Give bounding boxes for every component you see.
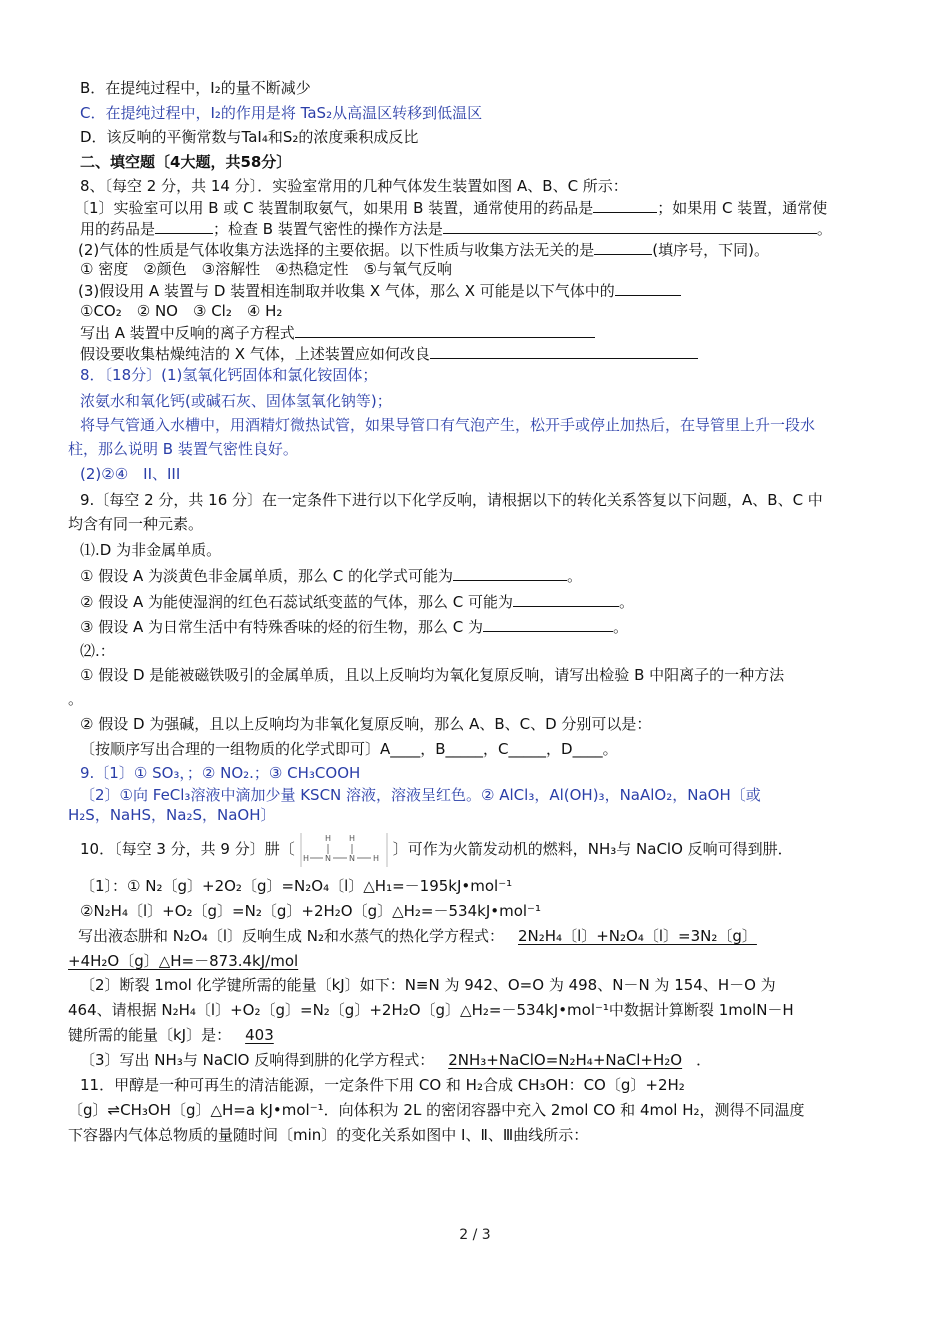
q9-part2-q1: ① 假设 D 是能被磁铁吸引的金属单质，且以上反响均为氧化复原反响，请写出检验 B 中阳离子的一种方法 bbox=[80, 666, 785, 684]
q8-part2-options: ① 密度 ②颜色 ③溶解性 ④热稳定性 ⑤与氧气反响 bbox=[80, 260, 453, 278]
answer-8-line1: 8．〔18分〕(1)氢氧化钙固体和氯化铵固体； bbox=[80, 366, 378, 384]
answer-9-line2: 〔2〕①向 FeCl₃溶液中滴加少量 KSCN 溶液，溶液呈红色。② AlCl₃，Al(OH)₃，NaAlO₂，NaOH〔或 bbox=[80, 786, 761, 804]
q9-part1: ⑴.D 为非金属单质。 bbox=[80, 541, 222, 559]
q8-stem: 8、〔每空 2 分，共 14 分〕．实验室常用的几种气体发生装置如图 A、B、C 所示： bbox=[80, 177, 628, 195]
answer-9-line1: 9.〔1〕① SO₃，；② NO₂.；③ CH₃COOH bbox=[80, 764, 361, 782]
q10-part2-answer: 键所需的能量〔kJ〕是： 403 bbox=[68, 1026, 274, 1044]
q11-stem-cont1: 〔g〕⇌CH₃OH〔g〕△H=a kJ•mol⁻¹．向体积为 2L 的密闭容器中充入 2mol CO 和 4mol H₂，测得不同温度 bbox=[68, 1101, 805, 1119]
q10-part3: 〔3〕写出 NH₃与 NaClO 反响得到肼的化学方程式： 2NH₃+NaClO=N₂H₄+NaCl+H₂O ． bbox=[80, 1051, 712, 1069]
section-heading: 二、填空题〔4大题，共58分〕 bbox=[80, 153, 292, 171]
q8-part2: (2)气体的性质是气体收集方法选择的主要依据。以下性质与收集方法无关的是 (填序号，下同)。 bbox=[78, 238, 769, 261]
q9-part2-q2: ② 假设 D 为强碱，且以上反响均为非氧化复原反响，那么 A、B、C、D 分别可以是： bbox=[80, 715, 652, 733]
q10-part1: 写出液态肼和 N₂O₄〔l〕反响生成 N₂和水蒸气的热化学方程式： 2N₂H₄〔l〕+N₂O₄〔l〕=3N₂〔g〕 bbox=[78, 927, 757, 945]
q10-part2: 〔2〕断裂 1mol 化学键所需的能量〔kJ〕如下：N≡N 为 942、O=O 为 498、N－N 为 154、H－O 为 bbox=[80, 976, 776, 994]
option-c: C．在提纯过程中，I₂的作用是将 TaS₂从高温区转移到低温区 bbox=[80, 104, 483, 122]
q8-ionic-equation: 写出 A 装置中反响的离子方程式 bbox=[80, 321, 595, 344]
atom-h1: H bbox=[324, 833, 331, 843]
atom-h3: H bbox=[302, 853, 309, 863]
page-number: 2 / 3 bbox=[459, 1227, 491, 1243]
hydrazine-structure bbox=[299, 832, 389, 868]
option-d: D．该反响的平衡常数与TaI₄和S₂的浓度乘积成反比 bbox=[80, 128, 419, 146]
q9-part1-q1: ① 假设 A 为淡黄色非金属单质，那么 C 的化学式可能为 。 bbox=[80, 564, 582, 587]
q11-stem-cont2: 下容器内气体总物质的量随时间〔min〕的变化关系如图中 Ⅰ、Ⅱ、Ⅲ曲线所示： bbox=[68, 1126, 589, 1144]
q10-part2-cont: 464、请根据 N₂H₄〔l〕+O₂〔g〕=N₂〔g〕+2H₂O〔g〕△H₂=－534kJ•mol⁻¹中数据计算断裂 1molN－H bbox=[68, 1001, 794, 1019]
q11-stem: 11．甲醇是一种可再生的清洁能源，一定条件下用 CO 和 H₂合成 CH₃OH：CO〔g〕+2H₂ bbox=[80, 1076, 685, 1094]
q9-part1-q2: ② 假设 A 为能使湿润的红色石蕊试纸变蓝的气体，那么 C 可能为 。 bbox=[80, 590, 634, 613]
q10-equation2: ②N₂H₄〔l〕+O₂〔g〕=N₂〔g〕+2H₂O〔g〕△H₂=－534kJ•mol⁻¹ bbox=[80, 902, 541, 920]
option-b: B．在提纯过程中，I₂的量不断减少 bbox=[80, 79, 311, 97]
q8-part3-options: ①CO₂ ② NO ③ Cl₂ ④ H₂ bbox=[80, 302, 283, 320]
q9-stem-cont: 均含有同一种元素。 bbox=[68, 515, 204, 533]
answer-8-line4: 柱，那么说明 B 装置气密性良好。 bbox=[68, 440, 298, 458]
answer-9-line3: H₂S，NaHS，Na₂S，NaOH〕 bbox=[68, 806, 276, 824]
answer-8-line2: 浓氨水和氧化钙(或碱石灰、固体氢氧化钠等)； bbox=[80, 392, 392, 410]
q9-part2: ⑵.： bbox=[80, 642, 115, 660]
q10-part1-answer: +4H₂O〔g〕△H=－873.4kJ/mol bbox=[68, 952, 299, 970]
atom-n1: N bbox=[324, 853, 331, 863]
q8-part3: (3)假设用 A 装置与 D 装置相连制取并收集 X 气体，那么 X 可能是以下气体中的 bbox=[78, 279, 681, 302]
atom-n2: N bbox=[348, 853, 355, 863]
atom-h4: H bbox=[372, 853, 379, 863]
q8-part1-line2: 用的药品是 ；检查 B 装置气密性的操作方法是 。 bbox=[80, 217, 832, 240]
q10-equation1: 〔1〕：① N₂〔g〕+2O₂〔g〕=N₂O₄〔l〕△H₁=－195kJ•mol⁻¹ bbox=[80, 877, 513, 895]
q8-improvement: 假设要收集枯燥纯洁的 X 气体，上述装置应如何改良 bbox=[80, 342, 698, 365]
answer-8-line5: (2)②④ II、III bbox=[80, 465, 181, 483]
q9-part2-q2-cont: 〔按顺序写出合理的一组物质的化学式即可〕A____，B_____，C_____，D____。 bbox=[80, 740, 618, 758]
q9-part1-q3: ③ 假设 A 为日常生活中有特殊香味的烃的衍生物，那么 C 为 。 bbox=[80, 615, 628, 638]
q10-stem: 10．〔每空 3 分，共 9 分〕肼〔 H H H N N H 〕可作为火箭发动机的燃料，NH₃与 NaClO 反响可得到肼． bbox=[80, 829, 793, 869]
atom-h2: H bbox=[348, 833, 355, 843]
q9-part2-q1-cont: 。 bbox=[68, 690, 84, 708]
q9-stem: 9.〔每空 2 分，共 16 分〕在一定条件下进行以下化学反响，请根据以下的转化关系答复以下问题，A、B、C 中 bbox=[80, 491, 823, 509]
q8-part1-line1: 〔1〕实验室可以用 B 或 C 装置制取氨气，如果用 B 装置，通常使用的药品是 ；如果用 C 装置，通常使 bbox=[74, 196, 827, 219]
answer-8-line3: 将导气管通入水槽中，用酒精灯微热试管，如果导管口有气泡产生，松开手或停止加热后，在导管里上升一段水 bbox=[80, 416, 816, 434]
